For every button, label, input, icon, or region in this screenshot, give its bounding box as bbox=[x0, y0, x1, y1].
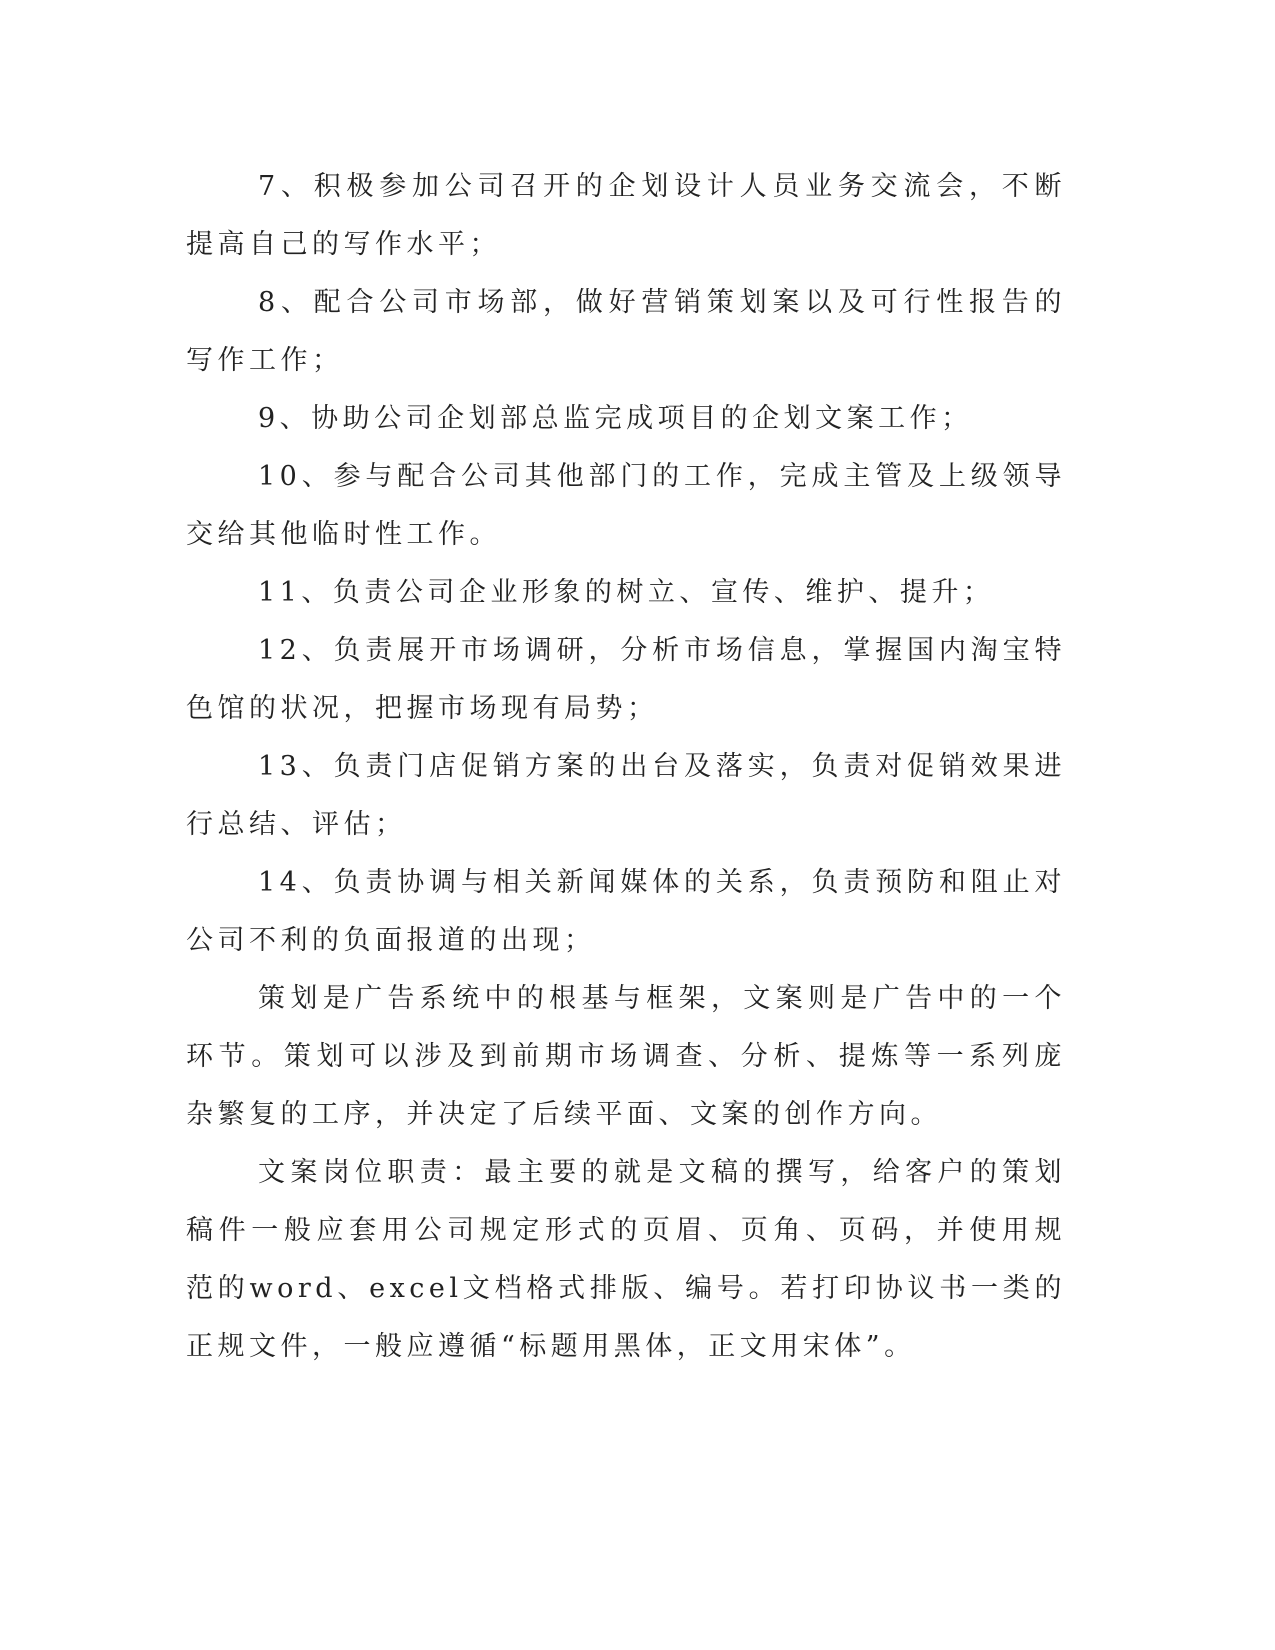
paragraph-item-8: 8、配合公司市场部，做好营销策划案以及可行性报告的写作工作； bbox=[186, 287, 1066, 376]
paragraph-item-9: 9、协助公司企划部总监完成项目的企划文案工作； bbox=[258, 403, 973, 434]
paragraph-planning-vs-copy: 策划是广告系统中的根基与框架，文案则是广告中的一个环节。策划可以涉及到前期市场调查、分析、提炼等一系列庞杂繁复的工序，并决定了后续平面、文案的创作方向。 bbox=[186, 983, 1066, 1130]
paragraph-item-7: 7、积极参加公司召开的企划设计人员业务交流会，不断提高自己的写作水平； bbox=[186, 171, 1066, 260]
paragraph-item-10: 10、参与配合公司其他部门的工作，完成主管及上级领导交给其他临时性工作。 bbox=[186, 461, 1066, 550]
document-body bbox=[186, 158, 1066, 1376]
paragraph-copywriter-duties: 文案岗位职责：最主要的就是文稿的撰写，给客户的策划稿件一般应套用公司规定形式的页眉、页角、页码，并使用规范的word、excel文档格式排版、编号。若打印协议书一类的正规文件，一般应遵循“标题用黑体，正文用宋体”。 bbox=[186, 1157, 1066, 1362]
paragraph-item-11: 11、负责公司企业形象的树立、宣传、维护、提升； bbox=[258, 577, 995, 608]
paragraph-item-12: 12、负责展开市场调研，分析市场信息，掌握国内淘宝特色馆的状况，把握市场现有局势； bbox=[186, 635, 1066, 724]
paragraph-item-13: 13、负责门店促销方案的出台及落实，负责对促销效果进行总结、评估； bbox=[186, 751, 1066, 840]
paragraph-item-14: 14、负责协调与相关新闻媒体的关系，负责预防和阻止对公司不利的负面报道的出现； bbox=[186, 867, 1066, 956]
